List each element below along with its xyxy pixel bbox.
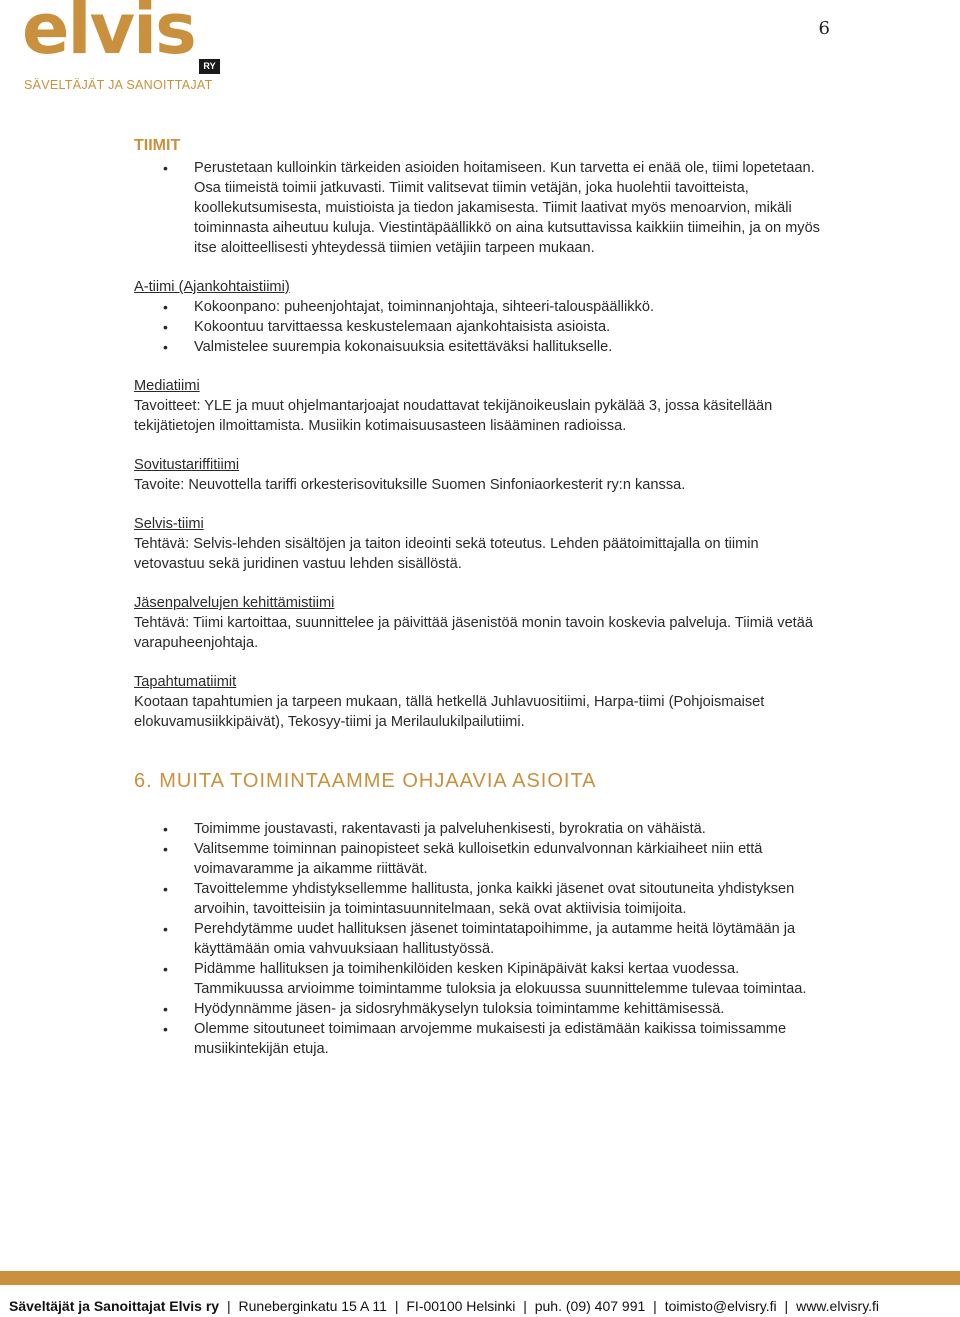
document-body	[134, 136, 824, 1059]
list-item: • Tavoittelemme yhdistyksellemme hallitusta, jonka kaikki jäsenet ovat sitoutuneita yhdistyksen arvoihin, tavoitteisiin ja toimintasuunnitelmaan, sekä ovat aktiivisia toimijoita.	[134, 879, 824, 919]
footer-org: Säveltäjät ja Sanoittajat Elvis ry	[9, 1298, 220, 1314]
jasen-heading: Jäsenpalvelujen kehittämistiimi	[134, 595, 335, 611]
selvis-text: Tehtävä: Selvis-lehden sisältöjen ja taiton ideointi sekä toteutus. Lehden päätoimittajalla on tiimin vetovastuu sekä juridinen vastuu lehden sisällöstä.	[134, 536, 759, 572]
footer-separator: |	[653, 1298, 657, 1314]
selvis-section	[134, 514, 824, 574]
mediatiimi-text: Tavoitteet: YLE ja muut ohjelmantarjoajat noudattavat tekijänoikeuslain pykälää 3, jossa käsitellään tekijätietojen ilmoittamista. Musiikin kotimaisuusasteen lisääminen radioissa.	[134, 398, 773, 434]
footer-address: Runeberginkatu 15 A 11	[238, 1298, 387, 1314]
tapahtuma-text: Kootaan tapahtumien ja tarpeen mukaan, tällä hetkellä Juhlavuositiimi, Harpa-tiimi (Pohjoismaiset elokuvamusiikkipäivät), Tekosyy-tiimi ja Merilaulukilpailutiimi.	[134, 694, 765, 730]
list-item: • Valmistelee suurempia kokonaisuuksia esitettäväksi hallitukselle.	[134, 337, 824, 357]
footer-web-link[interactable]: www.elvisry.fi	[796, 1298, 880, 1314]
section-6-list	[134, 819, 824, 1059]
logo-subtitle: SÄVELTÄJÄT JA SANOITTAJAT	[24, 78, 213, 92]
footer-separator: |	[784, 1298, 789, 1314]
tapahtuma-heading: Tapahtumatiimit	[134, 674, 237, 690]
tapahtuma-section	[134, 672, 824, 732]
a-tiimi-heading: A-tiimi (Ajankohtaistiimi)	[134, 279, 290, 295]
list-item: • Olemme sitoutuneet toimimaan arvojemme mukaisesti ja edistämään kaikissa toimissamme musiikintekijän etuja.	[134, 1019, 824, 1059]
list-item: • Perehdytämme uudet hallituksen jäsenet toimintatapoihimme, ja autamme heitä löytämään ja käyttämään omia vahvuuksiaan hallitustyössä.	[134, 919, 824, 959]
jasen-text: Tehtävä: Tiimi kartoittaa, suunnittelee ja päivittää jäsenistöä monin tavoin koskevia palveluja. Tiimiä vetää varapuheenjohtaja.	[134, 615, 813, 651]
list-item: • Kokoonpano: puheenjohtajat, toiminnanjohtaja, sihteeri-talouspäällikkö.	[134, 297, 824, 317]
footer-separator: |	[523, 1298, 527, 1314]
logo-wordmark: elvis	[22, 0, 195, 70]
tiimit-title: TIIMIT	[134, 137, 181, 154]
list-item: • Valitsemme toiminnan painopisteet sekä kulloisetkin edunvalvonnan kärkiaiheet niin että voimavaramme ja aikamme riittävät.	[134, 839, 824, 879]
a-tiimi-list	[134, 297, 824, 357]
footer-postal: FI-00100 Helsinki	[406, 1298, 516, 1314]
list-item: • Kokoontuu tarvittaessa keskustelemaan ajankohtaisista asioista.	[134, 317, 824, 337]
footer	[9, 1298, 879, 1314]
page-number: 6	[818, 18, 830, 39]
mediatiimi-heading: Mediatiimi	[134, 378, 200, 394]
elvis-logo	[22, 0, 222, 92]
list-item: • Pidämme hallituksen ja toimihenkilöiden kesken Kipinäpäivät kaksi kertaa vuodessa. Tammikuussa arvioimme toimintamme tuloksia ja elokuussa suunnittelemme tulevaa toimintaa.	[134, 959, 824, 999]
footer-divider	[0, 1271, 960, 1285]
logo-badge: RY	[199, 59, 220, 74]
list-item: • Perustetaan kulloinkin tärkeiden asioiden hoitamiseen. Kun tarvetta ei enää ole, tiimi lopetetaan. Osa tiimeistä toimii jatkuvasti. Tiimit valitsevat tiimin vetäjän, joka huolehtii tavoitteista, koollekutsumisesta, muistioista ja tiedon jakamisesta. Tiimit laativat myös menoarvion, mikäli toiminnasta aiheutuu kuluja. Viestintäpäällikkö on aina kutsuttavissa kaikkiin tiimeihin, ja on myös itse aloitteellisesti yhteydessä tiimien vetäjiin tarpeen mukaan.	[134, 158, 824, 258]
list-item: • Toimimme joustavasti, rakentavasti ja palveluhenkisesti, byrokratia on vähäistä.	[134, 819, 824, 839]
a-tiimi-section	[134, 277, 824, 357]
sovitus-section	[134, 455, 824, 495]
footer-separator: |	[227, 1298, 231, 1314]
footer-separator: |	[394, 1298, 399, 1314]
section-6-title: 6. MUITA TOIMINTAAMME OHJAAVIA ASIOITA	[134, 770, 597, 792]
sovitus-text: Tavoite: Neuvottella tariffi orkesterisovituksille Suomen Sinfoniaorkesterit ry:n kanssa.	[134, 477, 686, 493]
selvis-heading: Selvis-tiimi	[134, 516, 204, 532]
tiimit-list	[134, 158, 824, 258]
list-item: • Hyödynnämme jäsen- ja sidosryhmäkyselyn tuloksia toimintamme kehittämisessä.	[134, 999, 824, 1019]
mediatiimi-section	[134, 376, 824, 436]
footer-email-link[interactable]: toimisto@elvisry.fi	[664, 1298, 777, 1314]
footer-phone: puh. (09) 407 991	[534, 1298, 646, 1314]
sovitus-heading: Sovitustariffitiimi	[134, 457, 240, 473]
jasen-section	[134, 593, 824, 653]
